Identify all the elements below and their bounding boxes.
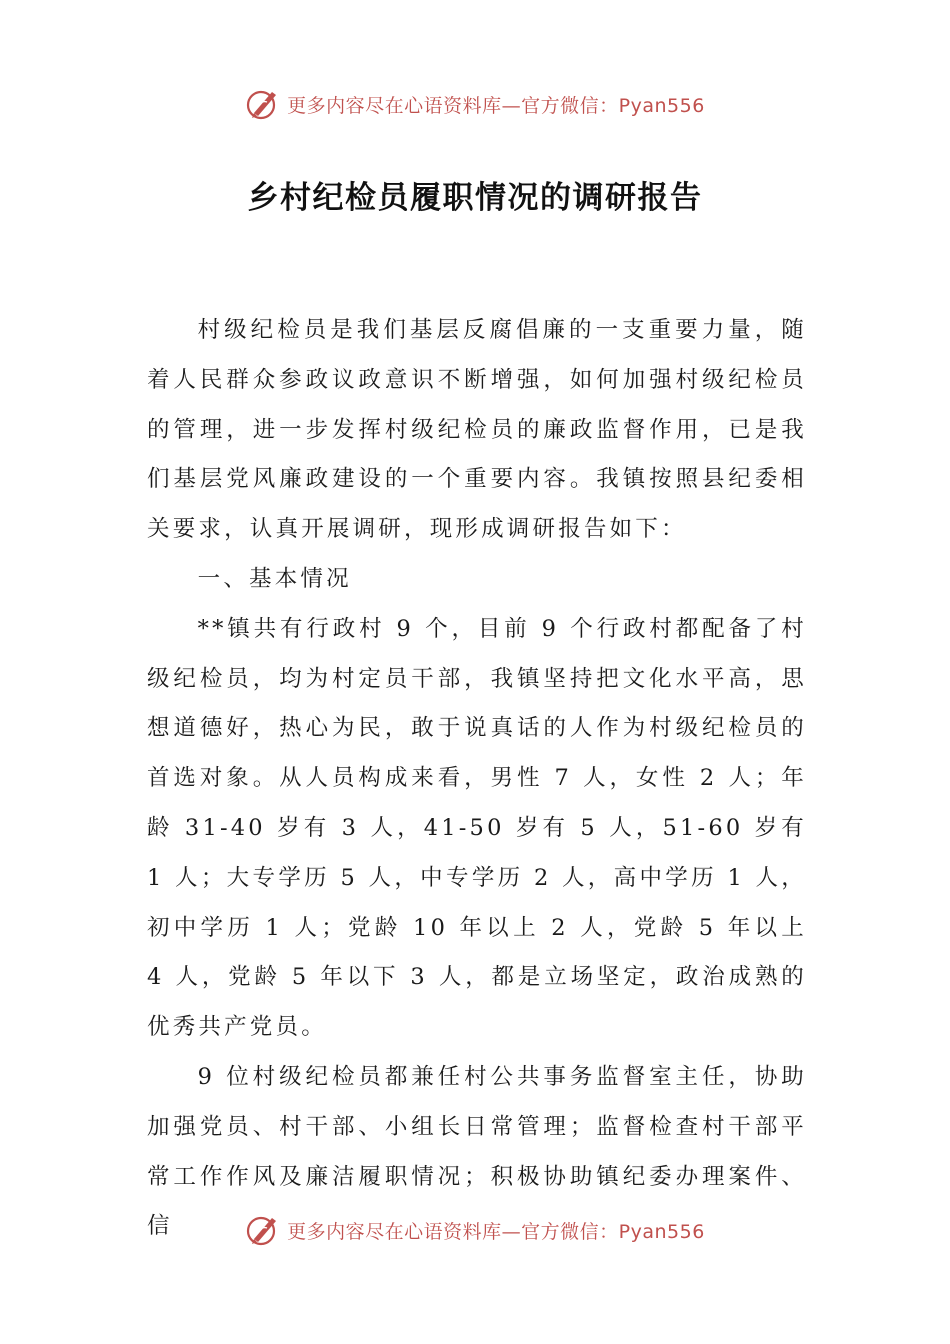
watermark-text: 更多内容尽在心语资料库—官方微信：Pyan556 bbox=[287, 94, 705, 117]
document-title: 乡村纪检员履职情况的调研报告 bbox=[247, 180, 703, 216]
paragraph-duties: 9 位村级纪检员都兼任村公共事务监督室主任，协助加强党员、村干部、小组长日常管理；监督检查村干部平常工作作风及廉洁履职情况；积极协助镇纪委办理案件、信 bbox=[147, 1063, 807, 1240]
section-heading-basic: 一、基本情况 bbox=[197, 565, 352, 592]
paragraph-composition: **镇共有行政村 9 个，目前 9 个行政村都配备了村级纪检员，均为村定员干部，我镇坚持把文化水平高，思想道德好，热心为民，敢于说真话的人作为村级纪检员的首选对象。从人员构成来看，男性 7 人，女性 2 人；年龄 31-40 岁有 3 人，41-50 岁有 5 人，51-60 岁有 1 人；大专学历 5 人，中专学历 2 人，高中学历 1 人，初中学历 1 人；党龄 10 年以上 2 人，党龄 5 年以上 4 人，党龄 5 年以下 3 人，都是立场坚定，政治成熟的优秀共产党员。 bbox=[147, 615, 807, 1041]
pen-logo-icon bbox=[245, 1212, 281, 1248]
pen-logo-icon bbox=[245, 86, 281, 122]
document-body bbox=[147, 306, 807, 1252]
watermark-text: 更多内容尽在心语资料库—官方微信：Pyan556 bbox=[287, 1220, 705, 1243]
footer-watermark bbox=[0, 1210, 950, 1250]
header-watermark bbox=[0, 84, 950, 124]
paragraph-intro: 村级纪检员是我们基层反腐倡廉的一支重要力量，随着人民群众参政议政意识不断增强，如何加强村级纪检员的管理，进一步发挥村级纪检员的廉政监督作用，已是我们基层党风廉政建设的一个重要内容。我镇按照县纪委相关要求，认真开展调研，现形成调研报告如下： bbox=[147, 317, 807, 543]
